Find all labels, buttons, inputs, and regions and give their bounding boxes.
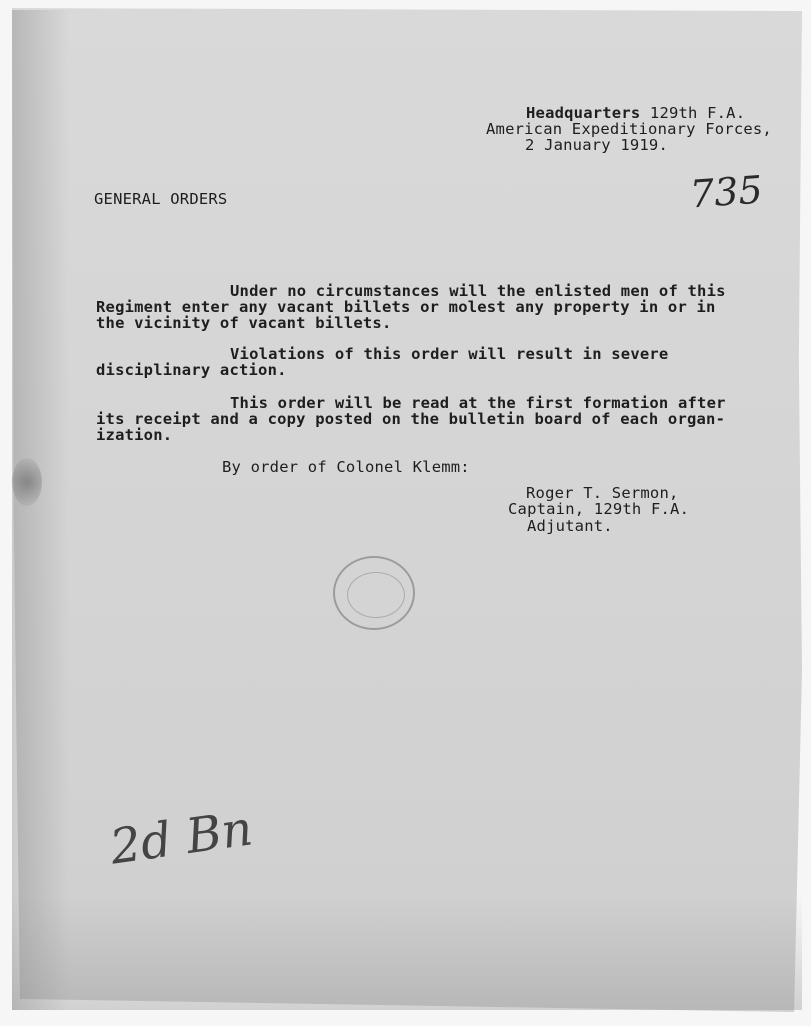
handwritten-document-number: 735 xyxy=(688,167,764,217)
page-fold-shadow xyxy=(12,895,802,1010)
heading-general-orders: GENERAL ORDERS xyxy=(94,190,228,208)
body-p2-line-2: disciplinary action. xyxy=(96,361,287,379)
letterhead-date: 2 January 1919. xyxy=(525,136,668,154)
body-p2-line-1: Violations of this order will result in severe xyxy=(230,345,669,363)
body-p1-line-3: the vicinity of vacant billets. xyxy=(96,314,392,332)
page-edge-shadow xyxy=(12,10,70,1010)
body-p1-line-1: Under no circumstances will the enlisted men of this xyxy=(230,282,726,300)
body-p3-line-2: its receipt and a copy posted on the bulletin board of each organ- xyxy=(96,410,726,428)
paper-smudge xyxy=(12,458,42,506)
handwritten-battalion-note: 2d Bn xyxy=(106,800,256,876)
letterhead-unit: 129th F.A. xyxy=(640,104,746,122)
body-p3-line-1: This order will be read at the first formation after xyxy=(230,394,726,412)
letterhead-hq: Headquarters xyxy=(526,104,641,122)
body-p1-line-2: Regiment enter any vacant billets or molest any property in or in xyxy=(96,298,716,316)
letterhead-line-2: American Expeditionary Forces, xyxy=(486,120,772,138)
signature-rank: Captain, 129th F.A. xyxy=(508,500,690,518)
order-authority: By order of Colonel Klemm: xyxy=(222,458,470,476)
body-p3-line-3: ization. xyxy=(96,426,173,444)
signature-title: Adjutant. xyxy=(527,517,613,535)
archive-stamp-inner-ring xyxy=(347,572,405,618)
signature-name: Roger T. Sermon, xyxy=(526,484,679,502)
